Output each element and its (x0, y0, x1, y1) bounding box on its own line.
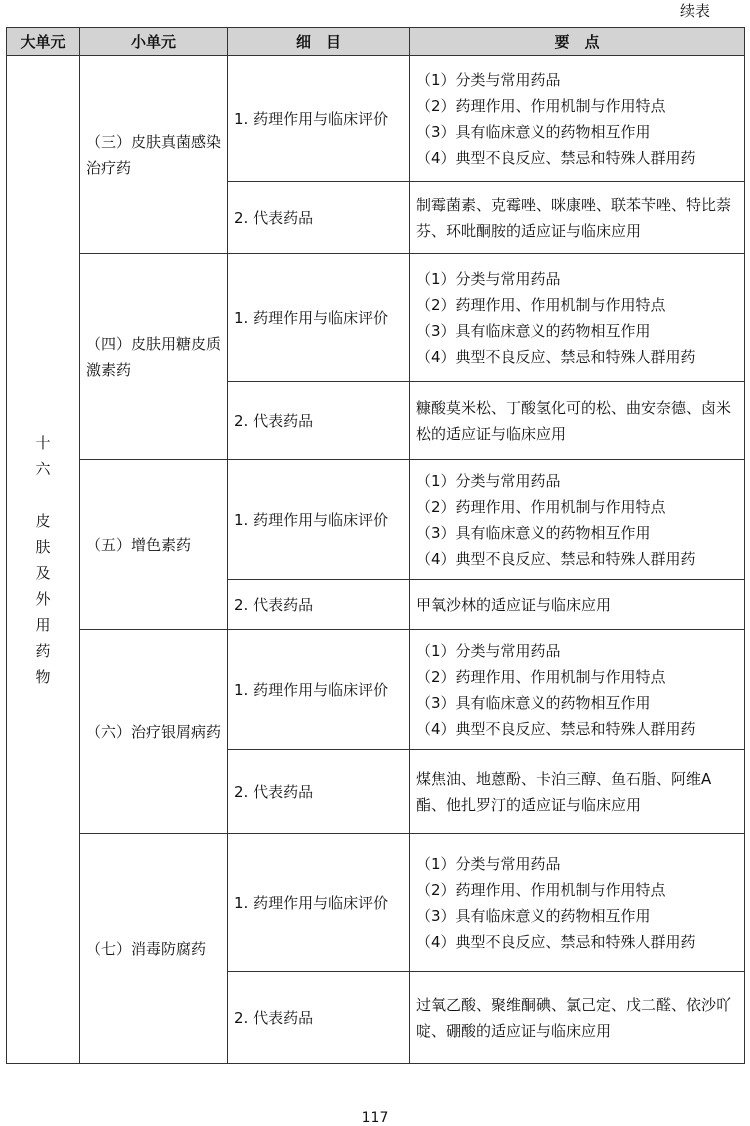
key-point: （1）分类与常用药品 (416, 641, 561, 660)
sub-unit-cell: （六）治疗银屑病药 (80, 630, 228, 834)
key-point: （3）具有临床意义的药物相互作用 (416, 122, 651, 141)
key-points-cell (410, 382, 745, 460)
detail-cell: 1. 药理作用与临床评价 (228, 630, 410, 750)
key-point: （3）具有临床意义的药物相互作用 (416, 321, 651, 340)
key-point: （2）药理作用、作用机制与作用特点 (416, 497, 666, 516)
key-point: （3）具有临床意义的药物相互作用 (416, 693, 651, 712)
table-row (7, 56, 745, 182)
key-points-cell (410, 254, 745, 382)
key-point: （1）分类与常用药品 (416, 269, 561, 288)
key-points-cell (410, 972, 745, 1064)
detail-cell: 2. 代表药品 (228, 182, 410, 254)
key-point: 糠酸莫米松、丁酸氢化可的松、曲安奈德、卤米松的适应证与临床应用 (416, 398, 732, 443)
key-point: 制霉菌素、克霉唑、咪康唑、联苯苄唑、特比萘芬、环吡酮胺的适应证与临床应用 (416, 195, 732, 240)
key-points-cell (410, 460, 745, 580)
key-point: （3）具有临床意义的药物相互作用 (416, 906, 651, 925)
table-row (7, 254, 745, 382)
key-point: （3）具有临床意义的药物相互作用 (416, 523, 651, 542)
key-point: （2）药理作用、作用机制与作用特点 (416, 667, 666, 686)
key-point: （4）典型不良反应、禁忌和特殊人群用药 (416, 347, 696, 366)
syllabus-table (6, 27, 745, 1064)
big-unit-cell (7, 56, 80, 1064)
key-point: （4）典型不良反应、禁忌和特殊人群用药 (416, 549, 696, 568)
key-point: （2）药理作用、作用机制与作用特点 (416, 880, 666, 899)
key-point: （2）药理作用、作用机制与作用特点 (416, 295, 666, 314)
key-point: 甲氧沙林的适应证与临床应用 (416, 595, 612, 614)
key-points-cell (410, 56, 745, 182)
detail-cell: 1. 药理作用与临床评价 (228, 56, 410, 182)
table-row (7, 460, 745, 580)
sub-unit-cell: （四）皮肤用糖皮质激素药 (80, 254, 228, 460)
key-point: （1）分类与常用药品 (416, 854, 561, 873)
key-point: （1）分类与常用药品 (416, 70, 561, 89)
key-point: （2）药理作用、作用机制与作用特点 (416, 96, 666, 115)
big-unit-number: 十六 (35, 433, 51, 478)
detail-cell: 2. 代表药品 (228, 750, 410, 834)
table-header-row (7, 28, 745, 56)
big-unit-name: 皮肤及外用药物 (35, 511, 51, 686)
sub-unit-cell: （五）增色素药 (80, 460, 228, 630)
key-point: （4）典型不良反应、禁忌和特殊人群用药 (416, 719, 696, 738)
header-details: 细 目 (228, 28, 410, 56)
detail-cell: 2. 代表药品 (228, 972, 410, 1064)
detail-cell: 2. 代表药品 (228, 382, 410, 460)
continued-label: 续表 (679, 2, 710, 20)
header-key-points: 要 点 (410, 28, 745, 56)
key-point: （4）典型不良反应、禁忌和特殊人群用药 (416, 932, 696, 951)
detail-cell: 1. 药理作用与临床评价 (228, 834, 410, 972)
key-points-cell (410, 834, 745, 972)
key-points-cell (410, 750, 745, 834)
page-number: 117 (361, 1110, 389, 1126)
header-big-unit: 大单元 (7, 28, 80, 56)
key-point: 过氧乙酸、聚维酮碘、氯己定、戊二醛、依沙吖啶、硼酸的适应证与临床应用 (416, 995, 732, 1040)
key-points-cell (410, 182, 745, 254)
detail-cell: 2. 代表药品 (228, 580, 410, 630)
detail-cell: 1. 药理作用与临床评价 (228, 254, 410, 382)
key-point: （4）典型不良反应、禁忌和特殊人群用药 (416, 148, 696, 167)
table-row (7, 630, 745, 750)
sub-unit-cell: （七）消毒防腐药 (80, 834, 228, 1064)
header-sub-unit: 小单元 (80, 28, 228, 56)
table-row (7, 834, 745, 972)
key-point: 煤焦油、地蒽酚、卡泊三醇、鱼石脂、阿维A酯、他扎罗汀的适应证与临床应用 (416, 769, 712, 814)
table-body (7, 56, 745, 1064)
key-points-cell (410, 630, 745, 750)
detail-cell: 1. 药理作用与临床评价 (228, 460, 410, 580)
key-point: （1）分类与常用药品 (416, 471, 561, 490)
key-points-cell (410, 580, 745, 630)
sub-unit-cell: （三）皮肤真菌感染治疗药 (80, 56, 228, 254)
